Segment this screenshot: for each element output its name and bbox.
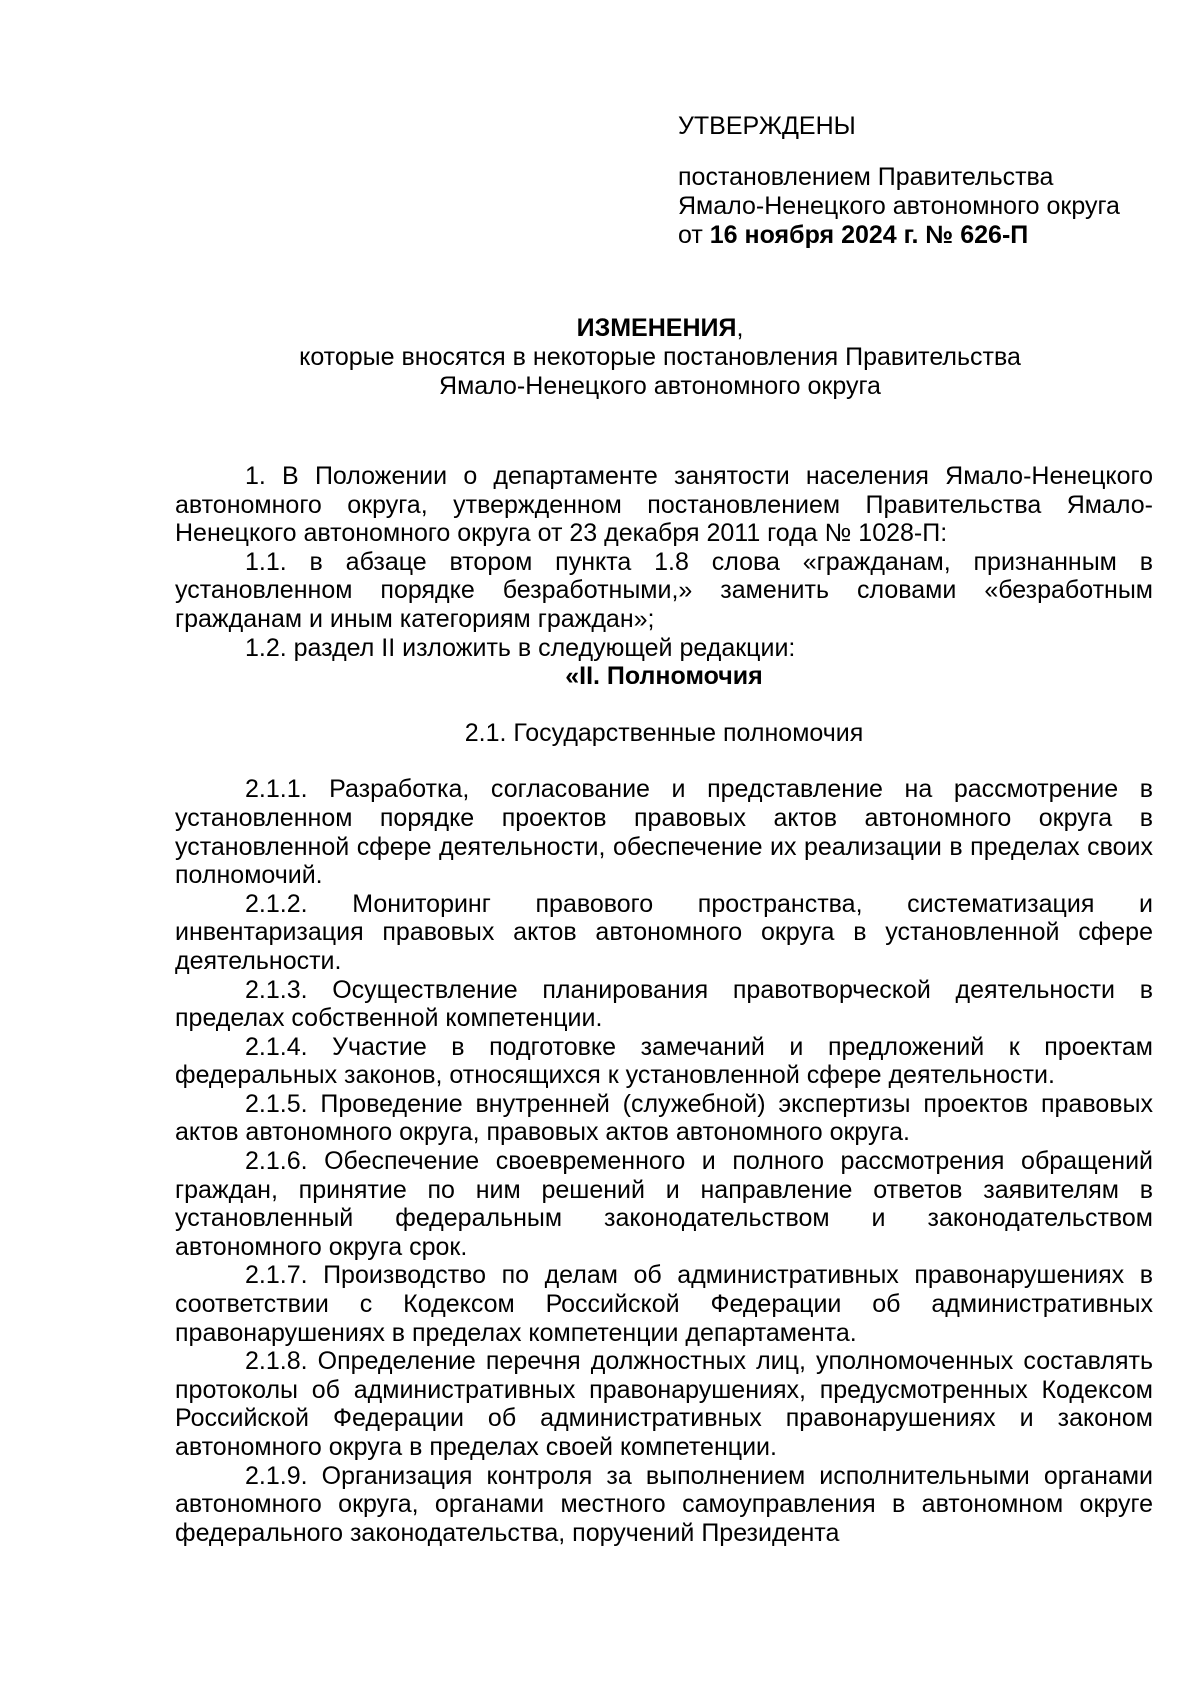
section-title: «II. Полномочия (565, 662, 763, 691)
item-2-1-2: 2.1.2. Мониторинг правового пространства, систематизация и инвентаризация правовых актов автономного округа в установленной сфере деятельности. (175, 889, 1153, 975)
item-2-1-4: 2.1.4. Участие в подготовке замечаний и предложений к проектам федеральных законов, относящихся к установленной сфере деятельности. (175, 1032, 1153, 1090)
approval-block (678, 112, 1120, 250)
item-2-1-6: 2.1.6. Обеспечение своевременного и полного рассмотрения обращений граждан, принятие по ним решений и направление ответов заявителям в установленный федеральным законодательством и законодательством автономного округа срок. (175, 1147, 1153, 1261)
item-2-1-7: 2.1.7. Производство по делам об административных правонарушениях в соответствии с Кодексом Российской Федерации об административных правонарушениях в пределах компетенции департамента. (175, 1261, 1153, 1347)
title-comma: , (736, 314, 744, 342)
approval-date-prefix: от (678, 221, 710, 249)
title-line-2: которые вносятся в некоторые постановления Правительства (299, 343, 1021, 371)
item-2-1-8: 2.1.8. Определение перечня должностных лиц, уполномоченных составлять протоколы об административных правонарушениях, предусмотренных Кодексом Российской Федерации об административных правонарушениях и законом автономного округа в пределах своей компетенции. (175, 1347, 1153, 1461)
approval-date-line (678, 221, 1120, 250)
approval-line-2: Ямало-Ненецкого автономного округа (678, 192, 1120, 220)
title-line-3: Ямало-Ненецкого автономного округа (439, 372, 881, 400)
subsection-title: 2.1. Государственные полномочия (464, 718, 864, 747)
item-2-1-1: 2.1.1. Разработка, согласование и представление на рассмотрение в установленном порядке проектов правовых актов автономного округа в установленной сфере деятельности, обеспечение их реализации в пределах своих полномочий. (175, 775, 1153, 890)
approval-line-1: постановлением Правительства (678, 163, 1054, 191)
paragraph-1-2: 1.2. раздел II изложить в следующей редакции: (245, 633, 796, 662)
approval-date: 16 ноября 2024 г. № 626-П (709, 221, 1029, 249)
item-2-1-9: 2.1.9. Организация контроля за выполнением исполнительными органами автономного округа, органами местного самоуправления в автономном округе федерального законодательства, поручений Президента (175, 1461, 1153, 1547)
document-title (160, 314, 1160, 401)
title-main: ИЗМЕНЕНИЯ (576, 314, 737, 342)
document-body (175, 462, 1153, 1547)
item-2-1-3: 2.1.3. Осуществление планирования правотворческой деятельности в пределах собственной компетенции. (175, 975, 1153, 1033)
paragraph-1: 1. В Положении о департаменте занятости населения Ямало-Ненецкого автономного округа, утвержденном постановлением Правительства Ямало-Ненецкого автономного округа от 23 декабря 2011 года № 1028-П: (175, 462, 1153, 548)
paragraph-1-1: 1.1. в абзаце втором пункта 1.8 слова «гражданам, признанным в установленном порядке безработными,» заменить словами «безработным гражданам и иным категориям граждан»; (175, 547, 1153, 633)
item-2-1-5: 2.1.5. Проведение внутренней (служебной) экспертизы проектов правовых актов автономного округа, правовых актов автономного округа. (175, 1089, 1153, 1147)
approval-heading: УТВЕРЖДЕНЫ (678, 112, 856, 140)
title-line-1 (160, 314, 1160, 343)
